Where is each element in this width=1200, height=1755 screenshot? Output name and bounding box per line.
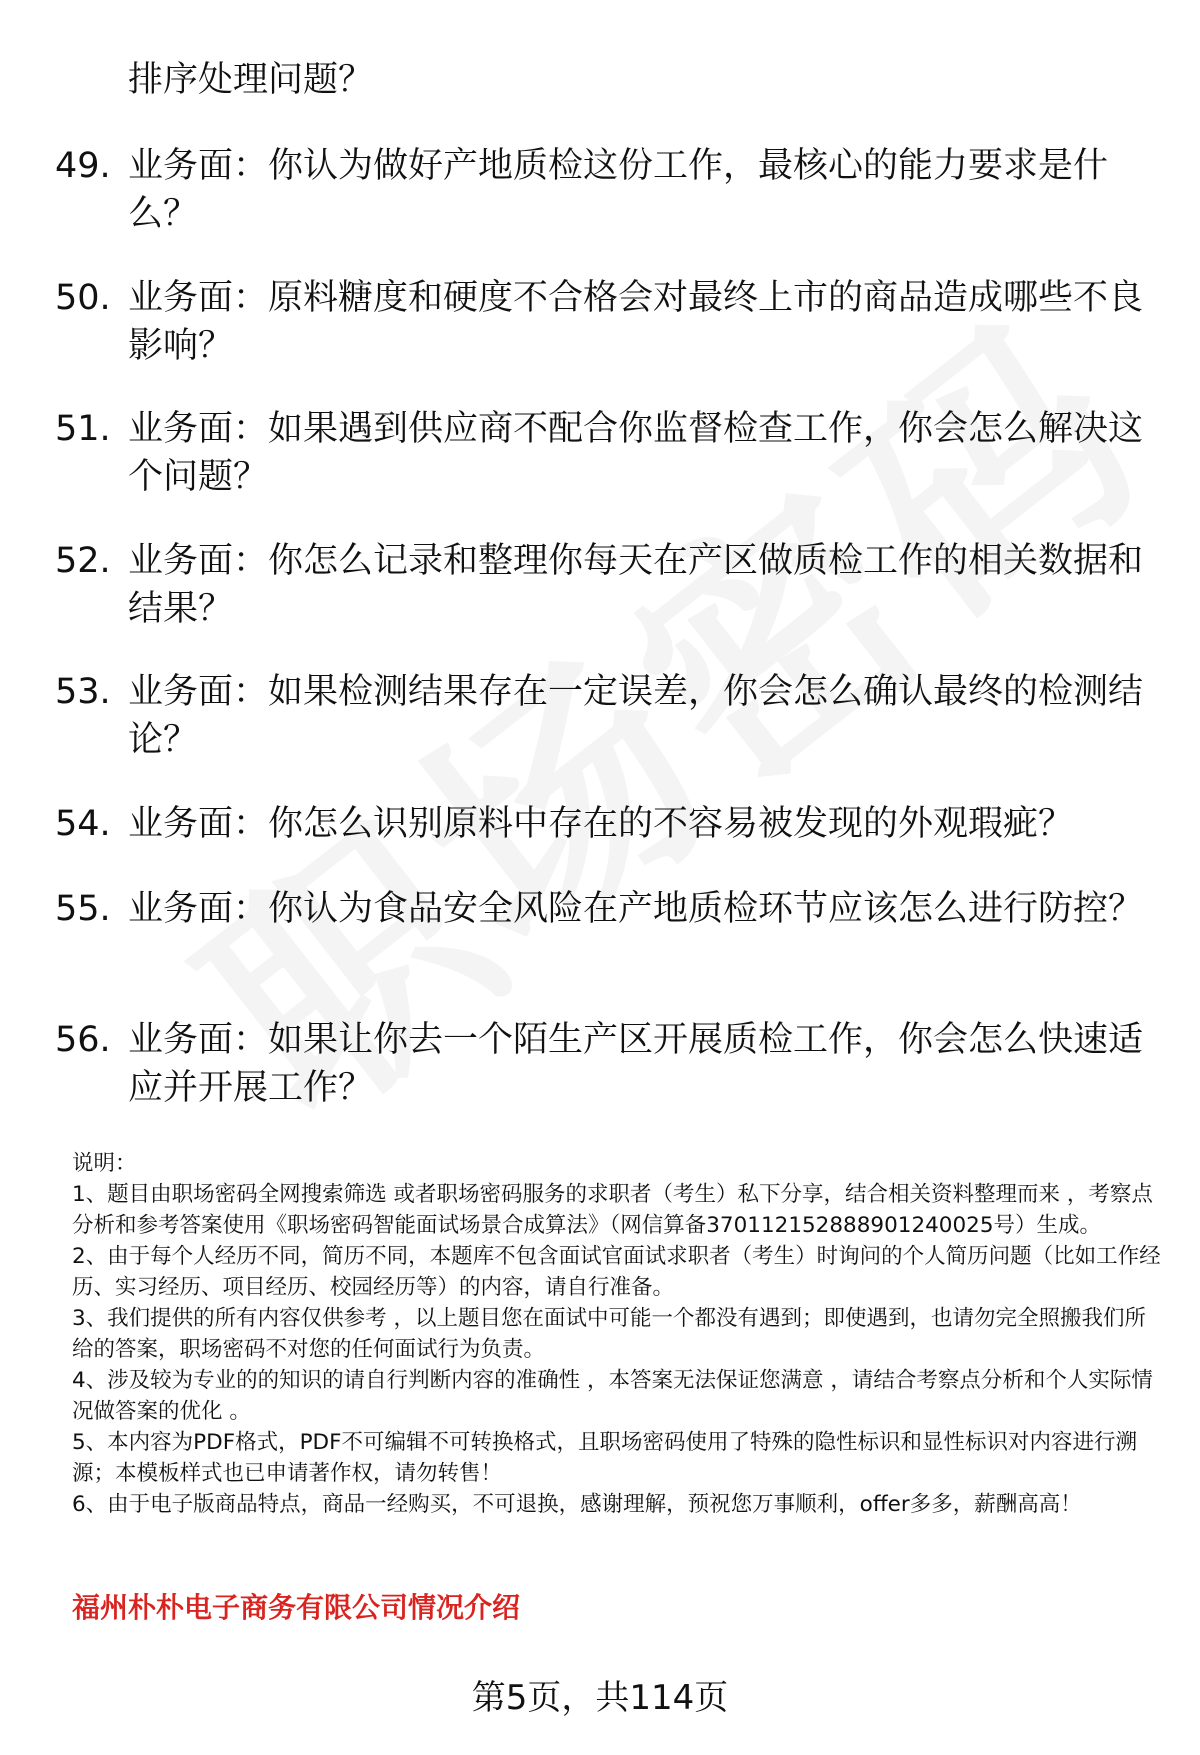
question-text: 业务面：你认为做好产地质检这份工作，最核心的能力要求是什么？ xyxy=(128,146,1109,234)
note-item: 1、题目由职场密码全网搜索筛选 或者职场密码服务的求职者（考生）私下分享，结合相关资料整理而来 ，考察点分析和参考答案使用《职场密码智能面试场景合成算法》（网信算备370112152888901240025号）生成。 xyxy=(72,1182,1153,1238)
question-text: 业务面：原料糖度和硬度不合格会对最终上市的商品造成哪些不良影响？ xyxy=(128,278,1144,366)
note-item: 3、我们提供的所有内容仅供参考 ，以上题目您在面试中可能一个都没有遇到；即使遇到，也请勿完全照搬我们所给的答案，职场密码不对您的任何面试行为负责。 xyxy=(72,1306,1147,1362)
question-text: 业务面：你怎么记录和整理你每天在产区做质检工作的相关数据和结果？ xyxy=(128,541,1144,629)
question-number: 54. xyxy=(55,804,111,844)
note-item: 2、由于每个人经历不同，简历不同，本题库不包含面试官面试求职者（考生）时询问的个人简历问题（比如工作经历、实习经历、项目经历、校园经历等）的内容，请自行准备。 xyxy=(72,1244,1161,1300)
question-number: 50. xyxy=(55,278,111,318)
question-number: 51. xyxy=(55,409,111,449)
question-text: 业务面：如果让你去一个陌生产区开展质检工作，你会怎么快速适应并开展工作？ xyxy=(128,1020,1144,1108)
question-text: 业务面：如果检测结果存在一定误差，你会怎么确认最终的检测结论？ xyxy=(128,672,1144,760)
company-heading: 福州朴朴电子商务有限公司情况介绍 xyxy=(72,1591,521,1624)
note-item: 6、由于电子版商品特点，商品一经购买，不可退换，感谢理解，预祝您万事顺利，offer多多，薪酬高高！ xyxy=(72,1492,1082,1517)
page-footer: 第5页，共114页 xyxy=(471,1678,729,1718)
note-item: 5、本内容为PDF格式，PDF不可编辑不可转换格式，且职场密码使用了特殊的隐性标识和显性标识对内容进行溯源；本模板样式也已申请著作权，请勿转售！ xyxy=(72,1430,1137,1486)
notes-section xyxy=(72,1148,1162,1520)
question-text: 业务面：你认为食品安全风险在产地质检环节应该怎么进行防控？ xyxy=(128,889,1144,929)
notes-title: 说明： xyxy=(72,1151,137,1176)
question-number: 55. xyxy=(55,889,111,929)
question-number: 52. xyxy=(55,541,111,581)
question-number: 49. xyxy=(55,146,111,186)
note-item: 4、涉及较为专业的的知识的请自行判断内容的准确性 ，本答案无法保证您满意 ，请结合考察点分析和个人实际情况做答案的优化 。 xyxy=(72,1368,1153,1424)
question-text: 业务面：你怎么识别原料中存在的不容易被发现的外观瑕疵？ xyxy=(128,804,1074,844)
question-continuation: 排序处理问题？ xyxy=(128,60,374,100)
question-number: 56. xyxy=(55,1020,111,1060)
question-text: 业务面：如果遇到供应商不配合你监督检查工作，你会怎么解决这个问题？ xyxy=(128,409,1144,497)
question-number: 53. xyxy=(55,672,111,712)
